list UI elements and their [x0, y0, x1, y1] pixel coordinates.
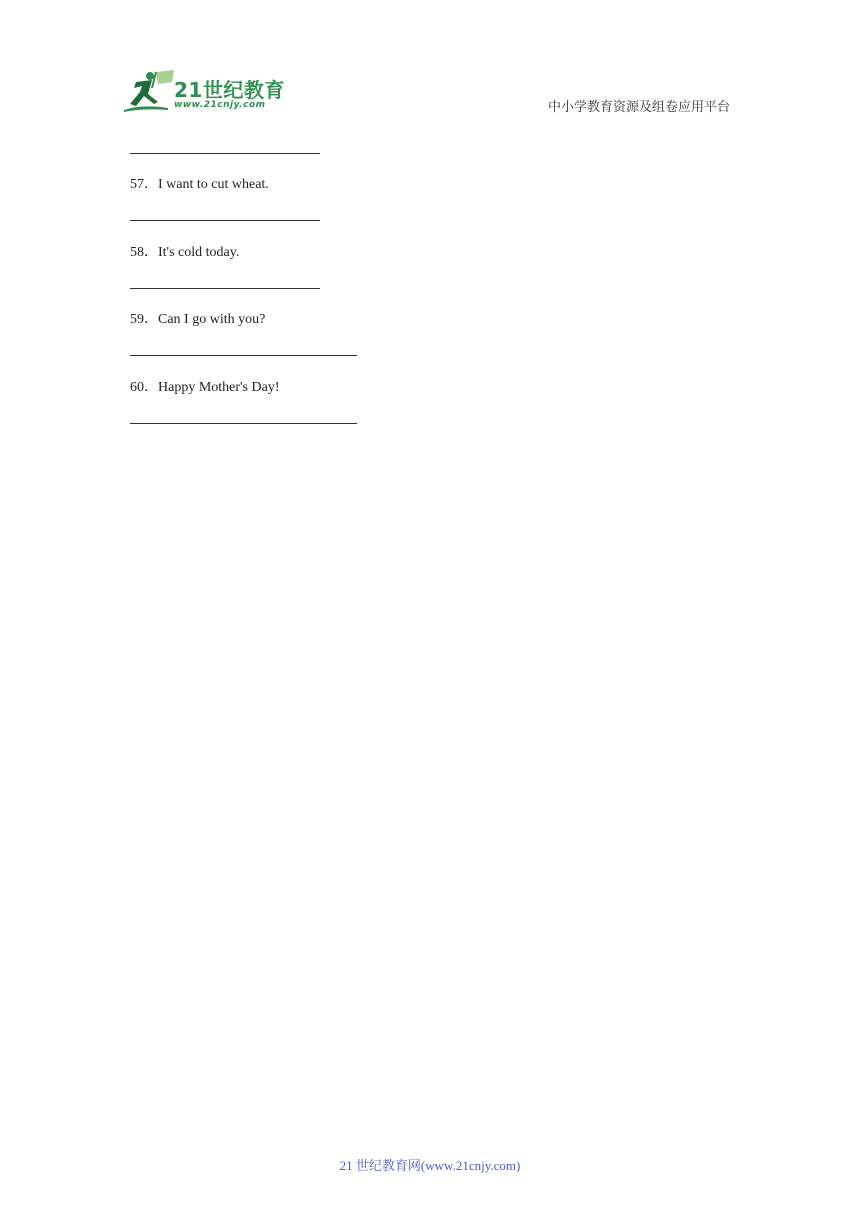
runner-logo-icon [122, 68, 178, 114]
question-text: Can I go with you? [158, 312, 266, 327]
page-header [0, 0, 860, 130]
question-number: 57 [130, 177, 144, 192]
answer-line-60[interactable] [130, 423, 357, 424]
question-separator: ． [144, 177, 158, 192]
logo-url: www.21cnjy.com [174, 100, 266, 110]
answer-line-56[interactable] [130, 153, 320, 154]
question-text: I want to cut wheat. [158, 177, 269, 192]
logo-text: 21世纪教育 [174, 78, 285, 102]
question-text: Happy Mother's Day! [158, 380, 280, 395]
question-separator: ． [144, 245, 158, 260]
question-number: 60 [130, 380, 144, 395]
question-separator: ． [144, 312, 158, 327]
question-58 [130, 241, 239, 261]
question-text: It's cold today. [158, 245, 240, 260]
question-number: 59 [130, 312, 144, 327]
answer-line-58[interactable] [130, 288, 320, 289]
logo [122, 68, 292, 116]
header-tagline: 中小学教育资源及组卷应用平台 [548, 99, 731, 114]
question-59 [130, 308, 265, 328]
question-57 [130, 173, 269, 193]
answer-line-59[interactable] [130, 355, 357, 356]
question-number: 58 [130, 245, 144, 260]
answer-line-57[interactable] [130, 220, 320, 221]
question-60 [130, 376, 280, 396]
page-footer: 21 世纪教育网(www.21cnjy.com) [339, 1158, 521, 1173]
question-separator: ． [144, 380, 158, 395]
